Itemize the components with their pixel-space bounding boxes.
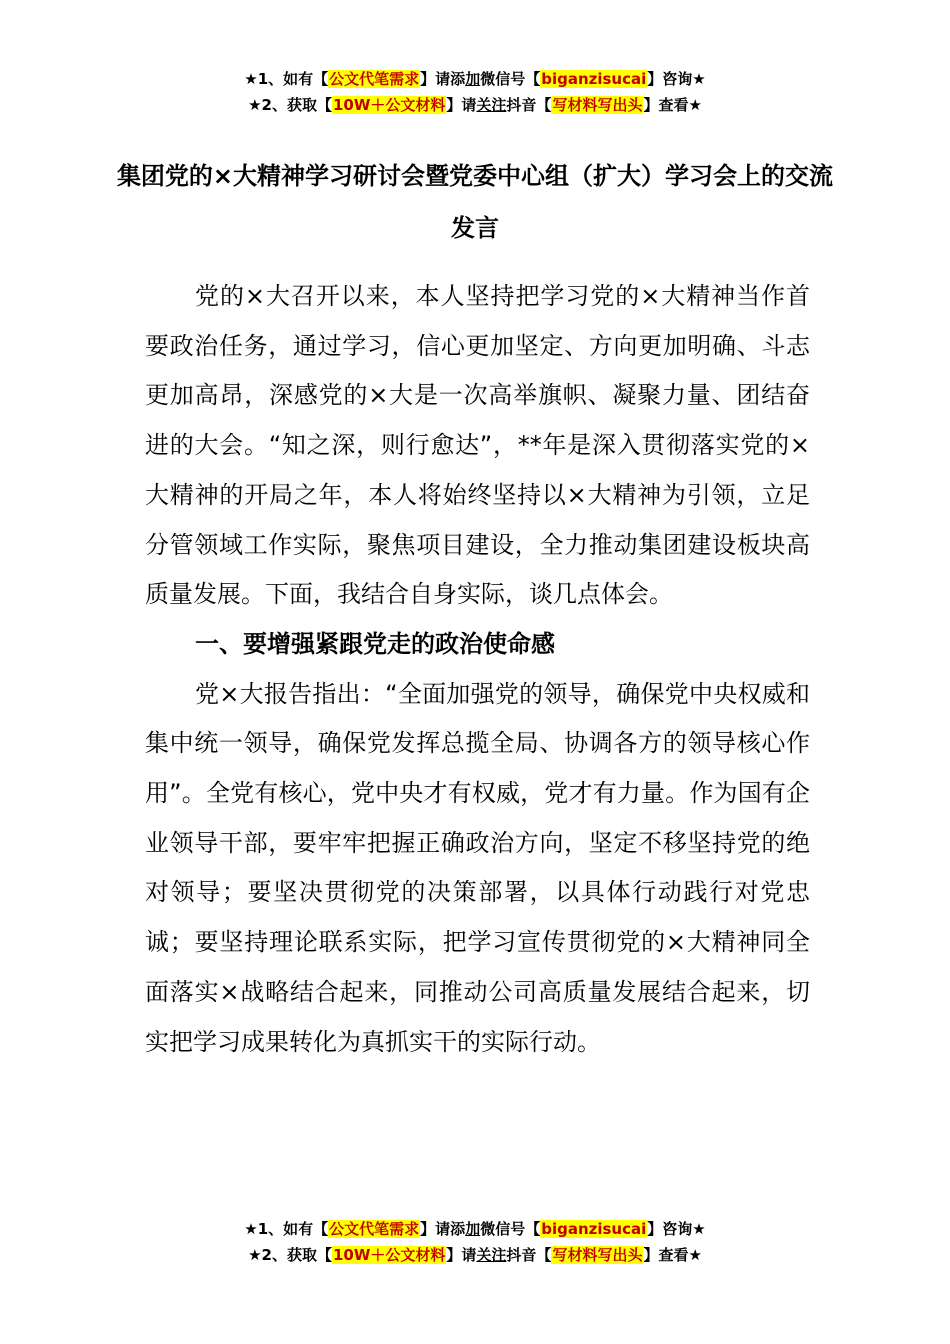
header-banner (0, 66, 950, 118)
banner-highlight: 10W＋公文材料 (332, 96, 446, 114)
document-body (145, 272, 810, 1067)
banner-text: 微信号【 (480, 1220, 541, 1238)
banner-underlined-text: 加 (465, 1220, 481, 1238)
banner-line-2 (0, 92, 950, 118)
body-paragraph: 党×大报告指出：“全面加强党的领导，确保党中央权威和集中统一领导，确保党发挥总揽全局、协调各方的领导核心作用”。全党有核心，党中央才有权威，党才有力量。作为国有企业领导干部，要牢牢把握正确政治方向，坚定不移坚持党的绝对领导；要坚决贯彻党的决策部署，以具体行动践行对党忠诚；要坚持理论联系实际，把学习宣传贯彻党的×大精神同全面落实×战略结合起来，同推动公司高质量发展结合起来，切实把学习成果转化为真抓实干的实际行动。 (145, 679, 810, 1056)
banner-text: 】查看★ (643, 1246, 702, 1264)
footer-banner (0, 1216, 950, 1268)
banner-text: 】咨询★ (647, 1220, 706, 1238)
banner-text: 抖音【 (506, 96, 552, 114)
banner-text: 】咨询★ (647, 70, 706, 88)
banner-highlight: 公文代笔需求 (329, 70, 420, 88)
banner-highlight-wechat-id: biganzisucai (541, 1220, 647, 1238)
banner-line-1 (0, 1216, 950, 1242)
banner-line-2 (0, 1242, 950, 1268)
banner-text: 】请 (446, 96, 477, 114)
banner-underlined-text: 加 (465, 70, 481, 88)
document-title: 集团党的×大精神学习研讨会暨党委中心组（扩大）学习会上的交流发言 (116, 162, 834, 242)
banner-text: 】请添 (420, 70, 466, 88)
banner-highlight: 10W＋公文材料 (332, 1246, 446, 1264)
banner-text: ★1、如有【 (244, 70, 329, 88)
banner-highlight-douyin: 写材料写出头 (552, 96, 643, 114)
banner-text: 】请添 (420, 1220, 466, 1238)
banner-text: 】请 (446, 1246, 477, 1264)
banner-text: 】查看★ (643, 96, 702, 114)
banner-text: ★2、获取【 (248, 96, 332, 114)
section-heading: 一、要增强紧跟党走的政治使命感 (195, 629, 555, 658)
banner-text: 抖音【 (506, 1246, 552, 1264)
banner-underlined-text: 关注 (476, 96, 507, 114)
banner-text: ★2、获取【 (248, 1246, 332, 1264)
body-paragraph: 党的×大召开以来，本人坚持把学习党的×大精神当作首要政治任务，通过学习，信心更加坚定、方向更加明确、斗志更加高昂，深感党的×大是一次高举旗帜、凝聚力量、团结奋进的大会。“知之深，则行愈达”，**年是深入贯彻落实党的×大精神的开局之年，本人将始终坚持以×大精神为引领，立足分管领域工作实际，聚焦项目建设，全力推动集团建设板块高质量发展。下面，我结合自身实际，谈几点体会。 (145, 282, 810, 609)
banner-underlined-text: 关注 (476, 1246, 507, 1264)
banner-line-1 (0, 66, 950, 92)
banner-highlight: 公文代笔需求 (329, 1220, 420, 1238)
banner-highlight-douyin: 写材料写出头 (552, 1246, 643, 1264)
banner-text: 微信号【 (480, 70, 541, 88)
banner-highlight-wechat-id: biganzisucai (541, 70, 647, 88)
banner-text: ★1、如有【 (244, 1220, 329, 1238)
